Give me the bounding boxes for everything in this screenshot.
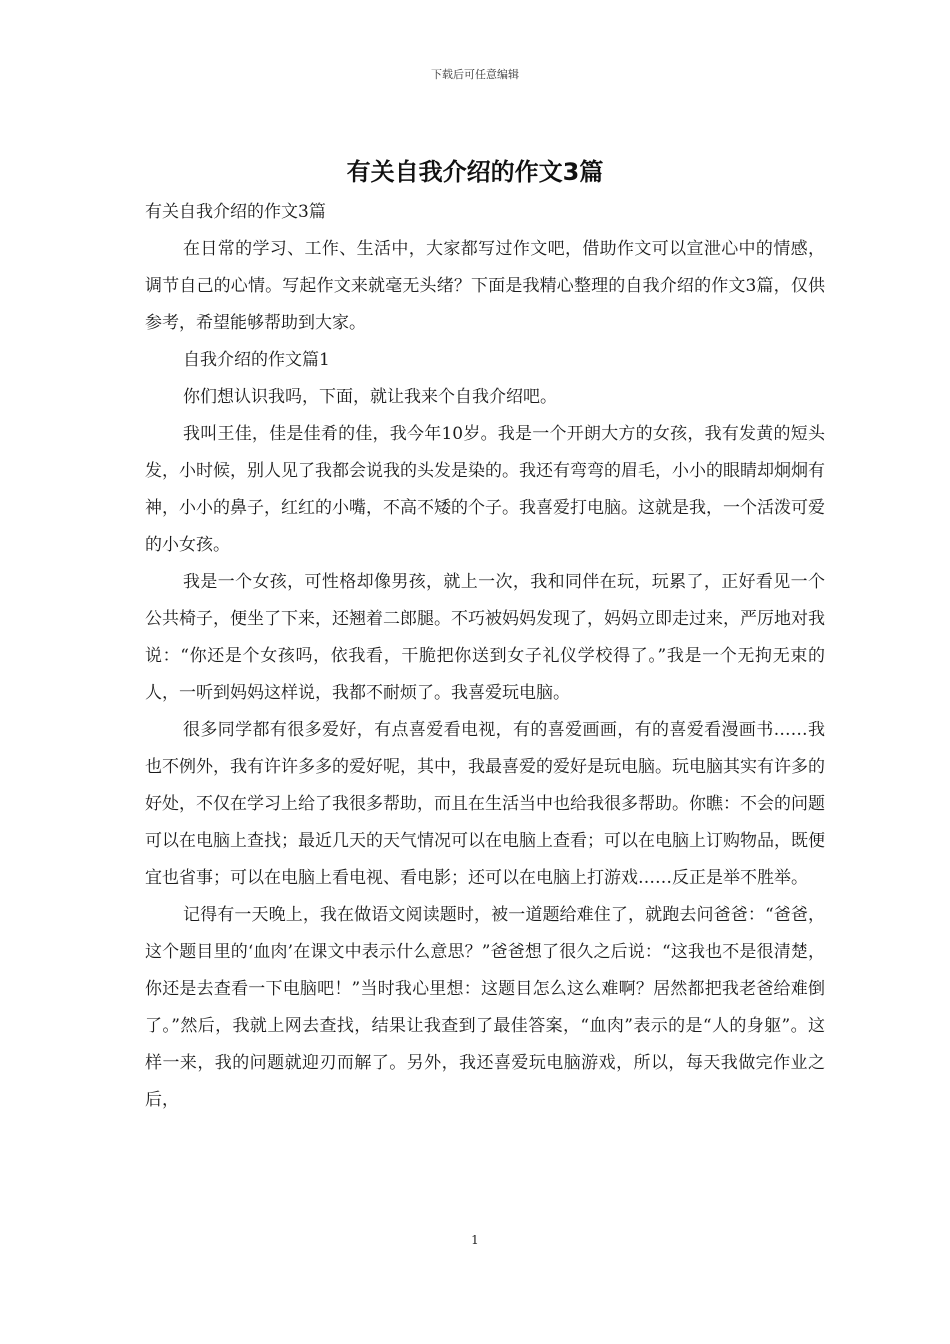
page-number: 1 (471, 1233, 479, 1247)
body-paragraph: 很多同学都有很多爱好，有点喜爱看电视，有的喜爱画画，有的喜爱看漫画书……我也不例外，我有许许多多的爱好呢，其中，我最喜爱的爱好是玩电脑。玩电脑其实有许多的好处，不仅在学习上给了我很多帮助，而且在生活当中也给我很多帮助。你瞧：不会的问题可以在电脑上查找；最近几天的天气情况可以在电脑上查看；可以在电脑上订购物品，既便宜也省事；可以在电脑上看电视、看电影；还可以在电脑上打游戏……反正是举不胜举。 (145, 720, 825, 888)
header-note: 下载后可任意编辑 (431, 68, 519, 81)
body-paragraph: 记得有一天晚上，我在做语文阅读题时，被一道题给难住了，就跑去问爸爸：“爸爸，这个题目里的‘血肉’在课文中表示什么意思？”爸爸想了很久之后说：“这我也不是很清楚，你还是去查看一下电脑吧！”当时我心里想：这题目怎么这么难啊？居然都把我老爸给难倒了。”然后，我就上网去查找，结果让我查到了最佳答案，“血肉”表示的是“人的身躯”。这样一来，我的问题就迎刃而解了。另外，我还喜爱玩电脑游戏，所以，每天我做完作业之后， (145, 905, 825, 1110)
section-heading: 自我介绍的作文篇1 (183, 350, 330, 370)
document-body (145, 194, 825, 1119)
intro-paragraph: 在日常的学习、工作、生活中，大家都写过作文吧，借助作文可以宣泄心中的情感，调节自己的心情。写起作文来就毫无头绪？下面是我精心整理的自我介绍的作文3篇，仅供参考，希望能够帮助到大家。 (145, 239, 825, 333)
body-paragraph: 我是一个女孩，可性格却像男孩，就上一次，我和同伴在玩，玩累了，正好看见一个公共椅子，便坐了下来，还翘着二郎腿。不巧被妈妈发现了，妈妈立即走过来，严厉地对我说：“你还是个女孩吗，依我看，干脆把你送到女子礼仪学校得了。”我是一个无拘无束的人，一听到妈妈这样说，我都不耐烦了。我喜爱玩电脑。 (145, 572, 825, 703)
document-title: 有关自我介绍的作文3篇 (346, 158, 604, 186)
subtitle-line: 有关自我介绍的作文3篇 (145, 202, 326, 222)
body-paragraph: 你们想认识我吗，下面，就让我来个自我介绍吧。 (183, 387, 557, 407)
body-paragraph: 我叫王佳，佳是佳肴的佳，我今年10岁。我是一个开朗大方的女孩，我有发黄的短头发，小时候，别人见了我都会说我的头发是染的。我还有弯弯的眉毛，小小的眼睛却炯炯有神，小小的鼻子，红红的小嘴，不高不矮的个子。我喜爱打电脑。这就是我，一个活泼可爱的小女孩。 (145, 424, 825, 555)
